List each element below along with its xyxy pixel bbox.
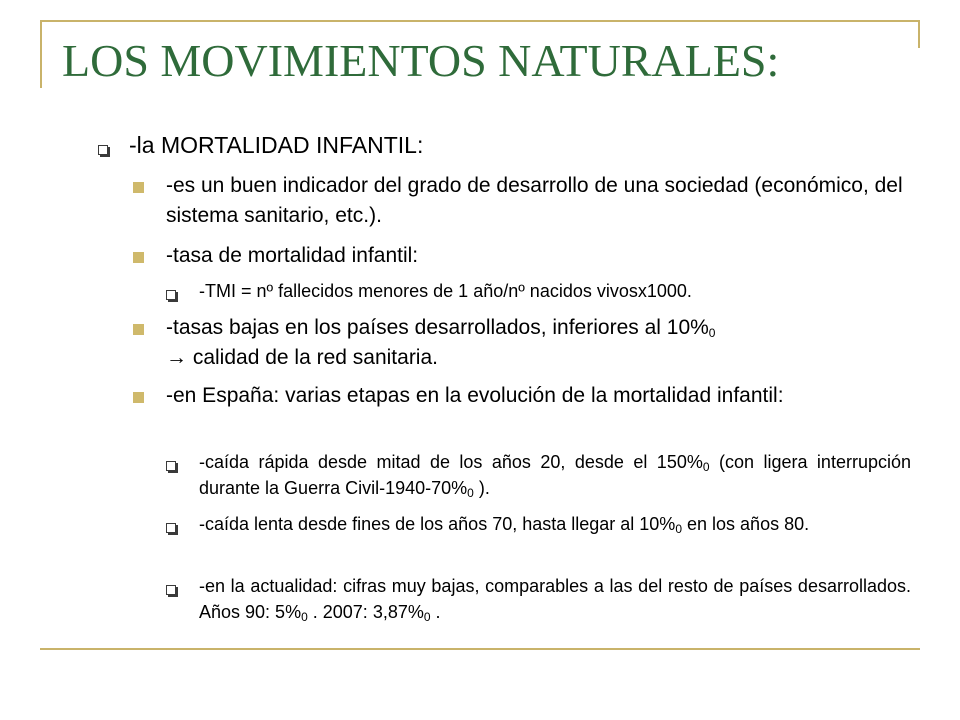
heading-mortalidad-infantil: -la MORTALIDAD INFANTIL: bbox=[129, 132, 424, 158]
item-tasas-bajas: -tasas bajas en los países desarrollados, inferiores al $10\%_0$ → calidad de la red sanitaria. bbox=[166, 316, 716, 369]
title-frame-right bbox=[918, 20, 920, 48]
subitem-tmi-formula: -TMI = nº fallecidos menores de 1 año/nº nacidos vivosx1000. bbox=[199, 281, 692, 301]
subitem-actualidad: -en la actualidad: cifras muy bajas, comparables a las del resto de países desarrollados. Años 90: $5\%_0$ . 2007: $3,87\%_0$ . bbox=[199, 576, 911, 624]
subitem-caida-rapida: -caída rápida desde mitad de los años 20, desde el $150\%_0$ (con ligera interrupción durante la Guerra Civil-$1940-70\%_0$ ). bbox=[199, 452, 911, 500]
hollow-square-bullet-icon bbox=[98, 145, 108, 155]
square-bullet-icon bbox=[133, 392, 144, 403]
square-bullet-icon bbox=[133, 182, 144, 193]
square-bullet-icon bbox=[133, 324, 144, 335]
slide-title: LOS MOVIMIENTOS NATURALES: bbox=[62, 35, 780, 86]
title-frame-top bbox=[40, 20, 920, 22]
subitem-caida-lenta: -caída lenta desde fines de los años 70, hasta llegar al $10\%_0$ en los años 80. bbox=[199, 514, 810, 536]
item-indicador: -es un buen indicador del grado de desarrollo de una sociedad (económico, del sistema sanitario, etc.). bbox=[166, 174, 903, 227]
title-frame-left bbox=[40, 20, 42, 88]
hollow-square-bullet-icon bbox=[166, 585, 176, 595]
hollow-square-bullet-icon bbox=[166, 523, 176, 533]
item-espana: -en España: varias etapas en la evolución de la mortalidad infantil: bbox=[166, 384, 784, 407]
item-tasa: -tasa de mortalidad infantil: bbox=[166, 244, 419, 267]
square-bullet-icon bbox=[133, 252, 144, 263]
hollow-square-bullet-icon bbox=[166, 290, 176, 300]
bottom-rule bbox=[40, 648, 920, 650]
hollow-square-bullet-icon bbox=[166, 461, 176, 471]
